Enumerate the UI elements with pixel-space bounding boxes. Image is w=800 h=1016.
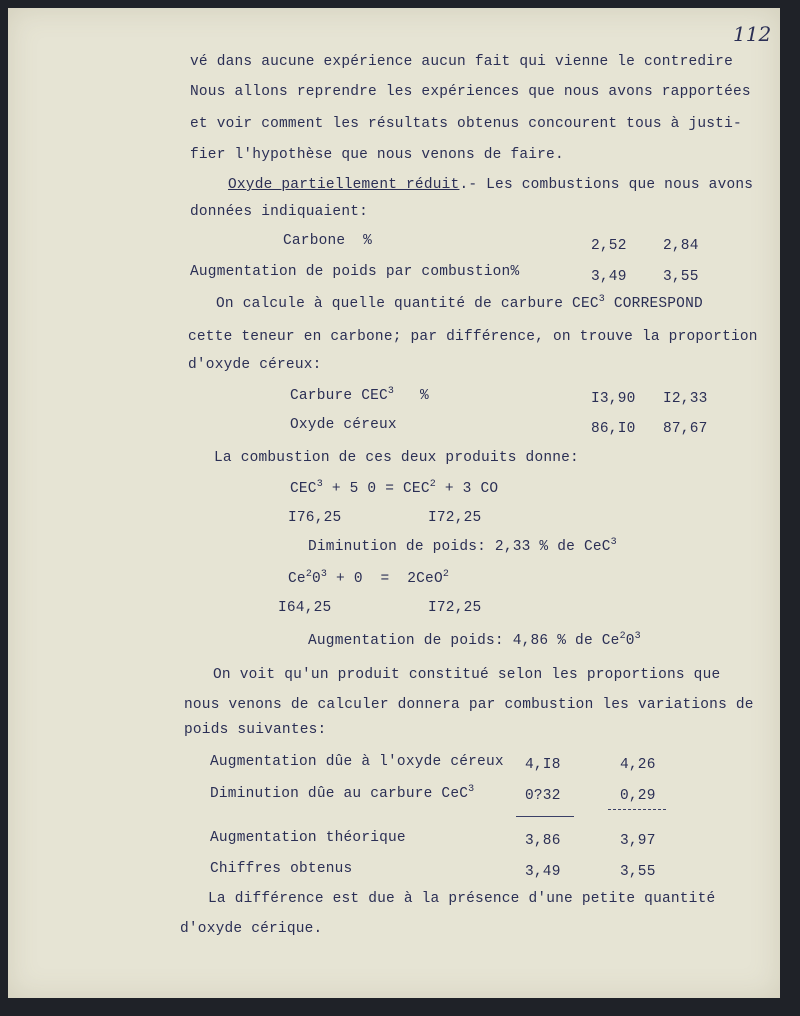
text-line: d'oxyde cérique. xyxy=(180,921,323,937)
carbure-value-1: I3,90 xyxy=(591,391,636,407)
carbure-percent: % xyxy=(420,388,429,404)
result-value-1: 4,I8 xyxy=(525,757,561,773)
text-line: données indiquaient: xyxy=(190,204,369,220)
text-line: fier l'hypothèse que nous venons de faire. xyxy=(190,147,564,163)
text-line: nous venons de calculer donnera par combustion les variations de xyxy=(184,697,754,713)
section-title: Oxyde partiellement réduit xyxy=(228,177,460,193)
text-line: d'oxyde céreux: xyxy=(188,357,322,373)
typed-page xyxy=(8,8,780,998)
result-value-2: 4,26 xyxy=(620,757,656,773)
sum-rule xyxy=(516,816,574,817)
page-number: 112 xyxy=(733,22,772,46)
augmentation-label: Augmentation de poids par combustion% xyxy=(190,264,520,280)
result-value-1: 3,86 xyxy=(525,833,561,849)
oxyde-value-1: 86,I0 xyxy=(591,421,636,437)
result-label: Augmentation dûe à l'oxyde céreux xyxy=(210,754,504,770)
text-line: La combustion de ces deux produits donne: xyxy=(214,450,579,466)
equation-2-mass-2: I72,25 xyxy=(428,600,482,616)
carbone-value-2: 2,84 xyxy=(663,238,699,254)
equation-1-mass-1: I76,25 xyxy=(288,510,342,526)
text-line: On calcule à quelle quantité de carbure CEC$^3$ CORRESPOND xyxy=(216,294,703,312)
result-value-1: 0?32 xyxy=(525,788,561,804)
diminution-line: Diminution de poids: 2,33 % de CeC$^3$ xyxy=(308,537,617,555)
equation-1: $CEC^3 + 5$ $0 = CEC^2 + 3$ CO xyxy=(290,479,499,497)
text-line: et voir comment les résultats obtenus concourent tous à justi- xyxy=(190,116,742,132)
text-line: poids suivantes: xyxy=(184,722,327,738)
text-line: On voit qu'un produit constitué selon les proportions que xyxy=(213,667,721,683)
oxyde-value-2: 87,67 xyxy=(663,421,708,437)
text-line: cette teneur en carbone; par différence, on trouve la proportion xyxy=(188,329,758,345)
carbone-label: Carbone % xyxy=(283,233,373,249)
section-heading-line: Oxyde partiellement réduit.- Les combustions que nous avons xyxy=(228,177,754,193)
result-label: Augmentation théorique xyxy=(210,830,406,846)
carbone-value-1: 2,52 xyxy=(591,238,627,254)
carbure-label: Carbure CEC$^3$ xyxy=(290,386,395,404)
result-value-1: 3,49 xyxy=(525,864,561,880)
augmentation-value-2: 3,55 xyxy=(663,269,699,285)
text-line: La différence est due à la présence d'une petite quantité xyxy=(208,891,716,907)
oxyde-label: Oxyde céreux xyxy=(290,417,397,433)
equation-2: $Ce^20^3 + 0 = 2CeO^2$ xyxy=(288,569,450,587)
carbure-value-2: I2,33 xyxy=(663,391,708,407)
sum-rule xyxy=(608,809,666,810)
augmentation-line: Augmentation de poids: 4,86 % de $Ce^20^3$ xyxy=(308,631,641,649)
result-value-2: 3,55 xyxy=(620,864,656,880)
augmentation-value-1: 3,49 xyxy=(591,269,627,285)
result-value-2: 0,29 xyxy=(620,788,656,804)
result-value-2: 3,97 xyxy=(620,833,656,849)
text-line: vé dans aucune expérience aucun fait qui vienne le contredire xyxy=(190,54,733,70)
text-line: Nous allons reprendre les expériences que nous avons rapportées xyxy=(190,84,751,100)
result-label: Diminution dûe au carbure CeC$^3$ xyxy=(210,784,475,802)
equation-2-mass-1: I64,25 xyxy=(278,600,332,616)
equation-1-mass-2: I72,25 xyxy=(428,510,482,526)
result-label: Chiffres obtenus xyxy=(210,861,353,877)
